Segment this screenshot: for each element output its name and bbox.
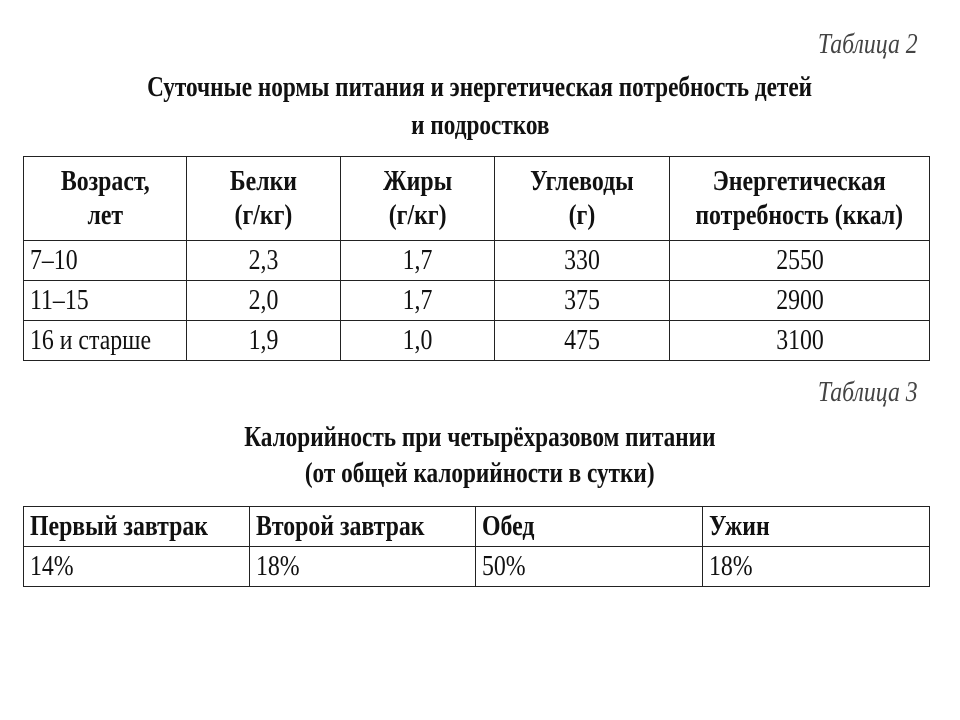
header-energy: Энергетическая потребность (ккал) — [670, 157, 930, 241]
cell-proteins: 2,3 — [187, 241, 341, 281]
cell-second-breakfast-percent: 18% — [250, 547, 476, 587]
table3-label: Таблица 3 — [818, 376, 918, 408]
cell-age: 11–15 — [24, 281, 187, 321]
cell-fats: 1,0 — [341, 321, 495, 361]
cell-lunch-percent: 50% — [476, 547, 703, 587]
nutrition-norms-table — [23, 156, 930, 361]
header-second-breakfast: Второй завтрак — [250, 507, 476, 547]
cell-age: 7–10 — [24, 241, 187, 281]
cell-breakfast-percent: 14% — [24, 547, 250, 587]
table3-title-line2: (от общей калорийности в сутки) — [305, 458, 655, 489]
header-fats: Жиры (г/кг) — [341, 157, 495, 241]
table-row — [24, 547, 930, 587]
cell-fats: 1,7 — [341, 281, 495, 321]
header-dinner: Ужин — [703, 507, 930, 547]
header-proteins: Белки (г/кг) — [187, 157, 341, 241]
cell-proteins: 1,9 — [187, 321, 341, 361]
cell-proteins: 2,0 — [187, 281, 341, 321]
meal-calorie-table — [23, 506, 930, 587]
cell-energy: 2550 — [670, 241, 930, 281]
table3-title-line1: Калорийность при четырёхразовом питании — [244, 422, 716, 453]
header-age: Возраст, лет — [24, 157, 187, 241]
table-header-row — [24, 157, 930, 241]
table2-label: Таблица 2 — [818, 28, 918, 60]
cell-fats: 1,7 — [341, 241, 495, 281]
table-header-row — [24, 507, 930, 547]
header-lunch: Обед — [476, 507, 703, 547]
table2-title-line2: и подростков — [410, 110, 550, 141]
cell-energy: 3100 — [670, 321, 930, 361]
cell-carbs: 375 — [495, 281, 670, 321]
cell-age: 16 и старше — [24, 321, 187, 361]
cell-carbs: 475 — [495, 321, 670, 361]
table-row — [24, 241, 930, 281]
header-breakfast: Первый завтрак — [24, 507, 250, 547]
cell-carbs: 330 — [495, 241, 670, 281]
table2-title-line1: Суточные нормы питания и энергетическая потребность детей — [147, 72, 813, 103]
cell-dinner-percent: 18% — [703, 547, 930, 587]
table-row — [24, 281, 930, 321]
cell-energy: 2900 — [670, 281, 930, 321]
header-carbs: Углеводы (г) — [495, 157, 670, 241]
table-row — [24, 321, 930, 361]
